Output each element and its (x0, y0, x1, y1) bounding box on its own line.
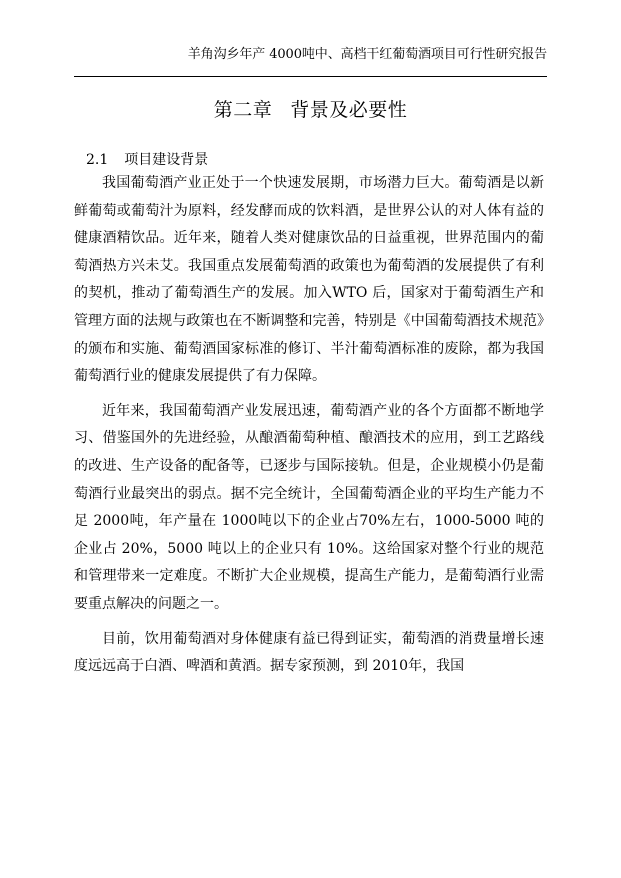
paragraph: 目前，饮用葡萄酒对身体健康有益已得到证实，葡萄酒的消费量增长速度远远高于白酒、啤酒和黄酒。据专家预测，到 2010年，我国 (74, 630, 544, 675)
body-text (74, 170, 544, 681)
section-number: 2.1 (86, 152, 109, 168)
chapter-number: 第二章 (213, 99, 273, 121)
running-header: 羊角沟乡年产 4000吨中、高档干红葡萄酒项目可行性研究报告 (187, 47, 547, 62)
paragraph: 我国葡萄酒产业正处于一个快速发展期，市场潜力巨大。葡萄酒是以新鲜葡萄或葡萄汁为原料，经发酵而成的饮料酒，是世界公认的对人体有益的健康酒精饮品。近年来，随着人类对健康饮品的日益重视，世界范围内的葡萄酒热方兴未艾。我国重点发展葡萄酒的政策也为葡萄酒的发展提供了有利的契机，推动了葡萄酒生产的发展。加入WTO 后，国家对于葡萄酒生产和管理方面的法规与政策也在不断调整和完善，特别是《中国葡萄酒技术规范》的颁布和实施、葡萄酒国家标准的修订、半汁葡萄酒标准的废除，都为我国葡萄酒行业的健康发展提供了有力保障。 (74, 175, 544, 385)
chapter-title (0, 98, 621, 122)
chapter-name: 背景及必要性 (290, 99, 408, 121)
section-title: 项目建设背景 (124, 152, 209, 168)
header-divider (74, 76, 547, 77)
section-heading (86, 150, 208, 170)
paragraph: 近年来，我国葡萄酒产业发展迅速，葡萄酒产业的各个方面都不断地学习、借鉴国外的先进经验，从酿酒葡萄种植、酿酒技术的应用，到工艺路线的改进、生产设备的配备等，已逐步与国际接轨。但是，企业规模小仍是葡萄酒行业最突出的弱点。据不完全统计，全国葡萄酒企业的平均生产能力不足 2000吨，年产量在 1000吨以下的企业占70%左右，1000-5000 吨的企业占 20%，5000 吨以上的企业只有 10%。这给国家对整个行业的规范和管理带来一定难度。不断扩大企业规模，提高生产能力，是葡萄酒行业需要重点解决的问题之一。 (74, 402, 544, 612)
